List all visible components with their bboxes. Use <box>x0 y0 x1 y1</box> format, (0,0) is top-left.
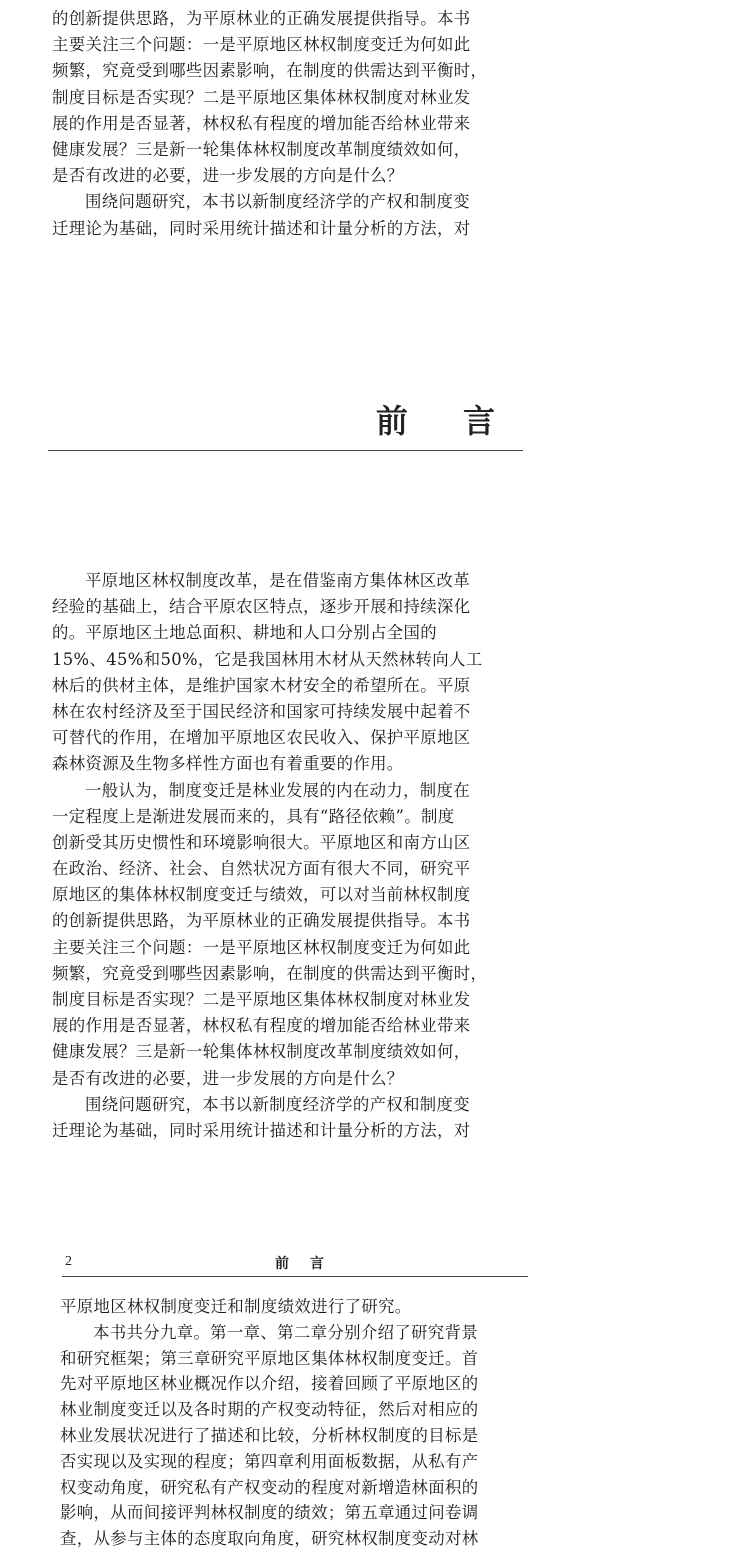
running-header-title: 前 言 <box>275 1256 332 1272</box>
text-line: 林在农村经济及至于国民经济和国家可持续发展中起着不 <box>52 701 471 721</box>
text-line: 的创新提供思路，为平原林业的正确发展提供指导。本书 <box>52 911 471 931</box>
text-line: 频繁，究竟受到哪些因素影响，在制度的供需达到平衡时， <box>52 963 488 983</box>
text-line: 平原地区林权制度改革，是在借鉴南方集体林区改革 <box>85 571 471 590</box>
text-line: 健康发展？三是新一轮集体林权制度改革制度绩效如何， <box>52 1042 471 1062</box>
text-line: 迁理论为基础，同时采用统计描述和计量分析的方法，对 <box>52 218 471 238</box>
text-line: 15%、45%和50%，它是我国林用木材从天然林转向人工 <box>52 649 483 669</box>
text-line: 一定程度上是渐进发展而来的，具有“路径依赖”。制度 <box>52 806 455 826</box>
text-line: 林业制度变迁以及各时期的产权变动特征，然后对相应的 <box>60 1400 479 1420</box>
text-line: 是否有改进的必要，进一步发展的方向是什么？ <box>52 1068 404 1088</box>
preface-body <box>52 568 527 1144</box>
page2-body <box>60 1294 540 1552</box>
text-line: 制度目标是否实现？二是平原地区集体林权制度对林业发 <box>52 87 471 107</box>
page-header <box>65 1252 527 1272</box>
text-line: 的。平原地区土地总面积、耕地和人口分别占全国的 <box>52 623 438 643</box>
text-line: 展的作用是否显著，林权私有程度的增加能否给林业带来 <box>52 1016 471 1036</box>
text-line: 围绕问题研究，本书以新制度经济学的产权和制度变 <box>85 192 471 212</box>
text-line: 主要关注三个问题：一是平原地区林权制度变迁为何如此 <box>52 937 471 957</box>
text-line: 主要关注三个问题：一是平原地区林权制度变迁为何如此 <box>52 35 471 55</box>
text-line: 林业发展状况进行了描述和比较，分析林权制度的目标是 <box>60 1425 479 1445</box>
section-title: 前 言 <box>375 402 517 440</box>
text-line: 经验的基础上，结合平原农区特点，逐步开展和持续深化 <box>52 597 471 617</box>
text-line: 制度目标是否实现？二是平原地区集体林权制度对林业发 <box>52 990 471 1009</box>
text-line: 在政治、经济、社会、自然状况方面有很大不同，研究平 <box>52 859 471 879</box>
text-line: 平原地区林权制度变迁和制度绩效进行了研究。 <box>60 1297 412 1316</box>
text-line: 本书共分九章。第一章、第二章分别介绍了研究背景 <box>93 1322 479 1342</box>
text-line: 权变动角度，研究私有产权变动的程度对新增造林面积的 <box>60 1477 479 1497</box>
text-line: 迁理论为基础，同时采用统计描述和计量分析的方法，对 <box>52 1120 471 1140</box>
title-divider <box>48 450 523 451</box>
text-line: 的创新提供思路，为平原林业的正确发展提供指导。本书 <box>52 9 471 28</box>
text-line: 频繁，究竟受到哪些因素影响，在制度的供需达到平衡时， <box>52 61 488 81</box>
top-text-fragment <box>52 6 527 242</box>
text-line: 健康发展？三是新一轮集体林权制度改革制度绩效如何， <box>52 139 471 159</box>
text-line: 否实现以及实现的程度；第四章利用面板数据，从私有产 <box>60 1451 479 1471</box>
text-line: 可替代的作用，在增加平原地区农民收入、保护平原地区 <box>52 728 471 748</box>
text-line: 是否有改进的必要，进一步发展的方向是什么？ <box>52 166 404 186</box>
text-line: 影响，从而间接评判林权制度的绩效；第五章通过问卷调 <box>60 1503 479 1523</box>
page-number: 2 <box>65 1254 72 1269</box>
text-line: 森林资源及生物多样性方面也有着重要的作用。 <box>52 754 404 774</box>
text-line: 展的作用是否显著，林权私有程度的增加能否给林业带来 <box>52 113 471 133</box>
header-divider <box>62 1276 528 1277</box>
text-line: 和研究框架；第三章研究平原地区集体林权制度变迁。首 <box>60 1348 479 1368</box>
text-line: 原地区的集体林权制度变迁与绩效，可以对当前林权制度 <box>52 885 471 905</box>
text-line: 创新受其历史惯性和环境影响很大。平原地区和南方山区 <box>52 832 471 852</box>
text-line: 林后的供材主体，是维护国家木材安全的希望所在。平原 <box>52 675 471 695</box>
text-line: 查，从参与主体的态度取向角度，研究林权制度变动对林 <box>60 1529 479 1549</box>
text-line: 围绕问题研究，本书以新制度经济学的产权和制度变 <box>85 1094 471 1114</box>
text-line: 先对平原地区林业概况作以介绍，接着回顾了平原地区的 <box>60 1374 479 1394</box>
text-line: 一般认为，制度变迁是林业发展的内在动力，制度在 <box>85 780 471 800</box>
